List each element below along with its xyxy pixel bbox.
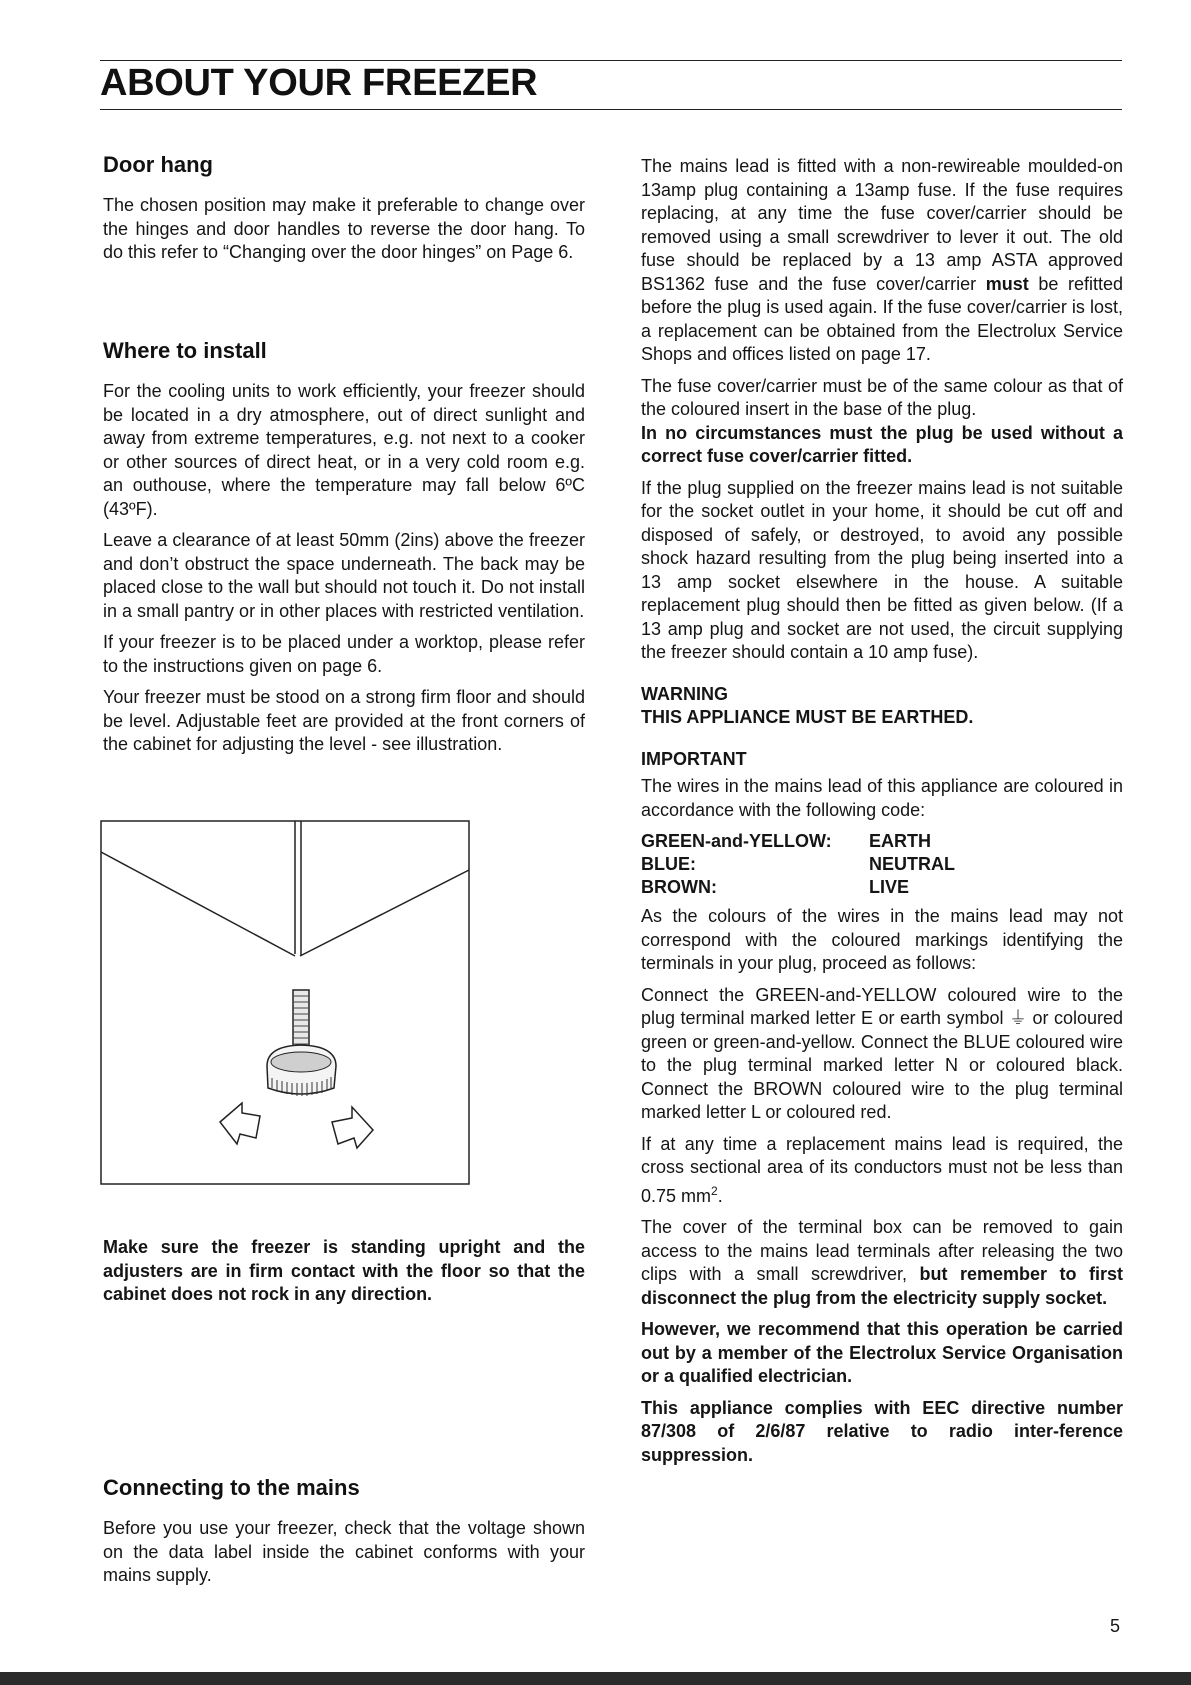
door-hang-text: The chosen position may make it preferable to change over the hinges and door handles to reverse the door hang. To do this refer to “Changing over the door hinges” on Page 6.: [103, 195, 585, 262]
table-row: GREEN-and-YELLOW: EARTH: [641, 831, 931, 851]
earth-symbol-icon: ⏚: [1008, 1008, 1027, 1028]
plug-replacement-paragraph: If the plug supplied on the freezer mains lead is not suitable for the socket outlet in your home, it should be cut off and disposed of safely, or destroyed, to avoid any possible shock hazard resulting from the plug being inserted into a 13 amp socket elsewhere in the house. A suitable replacement plug should then be fitted as given below. (If a 13 amp plug and socket are not used, the circuit supplying the freezer should contain a 10 amp fuse).: [641, 477, 1123, 662]
fuse-warning-paragraph: In no circumstances must the plug be used without a correct fuse cover/carrier fitted.: [641, 422, 1123, 466]
important-label: IMPORTANT: [641, 748, 747, 769]
door-hang-heading: Door hang: [103, 152, 213, 177]
top-rule: [100, 60, 1122, 61]
colours-correspond-paragraph: As the colours of the wires in the mains lead may not correspond with the coloured markings identifying the terminals in your plug, proceed as follows:: [641, 906, 1123, 973]
wire-colour-code-table: [641, 830, 955, 899]
fuse-paragraph: The mains lead is fitted with a non-rewireable moulded-on 13amp plug containing a 13amp fuse. If the fuse requires replacing, at any time the fuse cover/carrier should be removed using a small screwdriver to lever it out. The old fuse should be replaced by a 13 amp ASTA approved BS1362 fuse and the fuse cover/carrier must be refitted before the plug is used again. If the fuse cover/carrier is lost, a replacement can be obtained from the Electrolux Service Shops and offices listed on page 17.: [641, 156, 1123, 364]
install-paragraph-3: If your freezer is to be placed under a worktop, please refer to the instructions given on page 6.: [103, 632, 585, 676]
table-row: BROWN: LIVE: [641, 877, 910, 897]
rotate-arrow-left-icon: [220, 1103, 260, 1144]
door-hang-section: [103, 152, 585, 265]
wiring-instructions-paragraph: Connect the GREEN-and-YELLOW coloured wire to the plug terminal marked letter E or earth symbol ⏚ or coloured green or green-and-yellow. Connect the BLUE coloured wire to the plug terminal marked letter N or coloured black. Connect the BROWN coloured wire to the plug terminal marked letter L or coloured red.: [641, 984, 1123, 1122]
connecting-section: [103, 1475, 585, 1588]
illustration-caption: [103, 1236, 585, 1307]
foot-adjuster-icon: [267, 990, 336, 1096]
fuse-colour-paragraph: The fuse cover/carrier must be of the same colour as that of the coloured insert in the base of the plug.: [641, 375, 1123, 419]
connecting-text: Before you use your freezer, check that the voltage shown on the data label inside the cabinet conforms with your mains supply.: [103, 1518, 585, 1585]
wire-colours-intro: The wires in the mains lead of this appliance are coloured in accordance with the following code:: [641, 776, 1123, 820]
terminal-box-paragraph: The cover of the terminal box can be removed to gain access to the mains lead terminals after releasing the two clips with a small screwdriver, but remember to first disconnect the plug from the electricity supply socket.: [641, 1217, 1123, 1308]
connecting-heading: Connecting to the mains: [103, 1475, 360, 1500]
adjustable-foot-illustration: [100, 820, 470, 1185]
where-to-install-section: [103, 338, 585, 757]
page-number: 5: [1110, 1616, 1121, 1636]
page-title: ABOUT YOUR FREEZER: [100, 62, 538, 104]
recommendation-paragraph: However, we recommend that this operation be carried out by a member of the Electrolux Service Organisation or a qualified electrician.: [641, 1319, 1123, 1386]
install-paragraph-2: Leave a clearance of at least 50mm (2ins) above the freezer and don’t obstruct the space underneath. The back may be placed close to the wall but should not touch it. Do not install in a small pantry or in other places with restricted ventilation.: [103, 530, 585, 621]
where-to-install-heading: Where to install: [103, 338, 267, 363]
install-paragraph-1: For the cooling units to work efficiently, your freezer should be located in a dry atmosphere, out of direct sunlight and away from extreme temperatures, e.g. not next to a cooker or other sources of direct heat, or in a very cold room e.g. an outhouse, where the temperature may fall below 6ºC (43ºF).: [103, 381, 585, 519]
install-paragraph-4: Your freezer must be stood on a strong firm floor and should be level. Adjustable feet are provided at the front corners of the cabinet for adjusting the level - see illustration.: [103, 687, 585, 754]
title-underline: [100, 109, 1122, 110]
levelling-caption: Make sure the freezer is standing upright and the adjusters are in firm contact with the floor so that the cabinet does not rock in any direction.: [103, 1237, 585, 1304]
table-row: BLUE: NEUTRAL: [641, 854, 955, 874]
warning-label: WARNING: [641, 683, 728, 704]
cabinet-corner: [101, 821, 469, 956]
earthed-warning: THIS APPLIANCE MUST BE EARTHED.: [641, 707, 974, 727]
eec-directive-paragraph: This appliance complies with EEC directive number 87/308 of 2/6/87 relative to radio inter-ference suppression.: [641, 1397, 1123, 1465]
right-column: [641, 155, 1123, 1467]
scan-bottom-edge: [0, 1672, 1191, 1685]
replacement-lead-paragraph: If at any time a replacement mains lead is required, the cross sectional area of its conductors must not be less than 0.75 $mm^2$.: [641, 1133, 1123, 1206]
rotate-arrow-right-icon: [332, 1107, 373, 1148]
